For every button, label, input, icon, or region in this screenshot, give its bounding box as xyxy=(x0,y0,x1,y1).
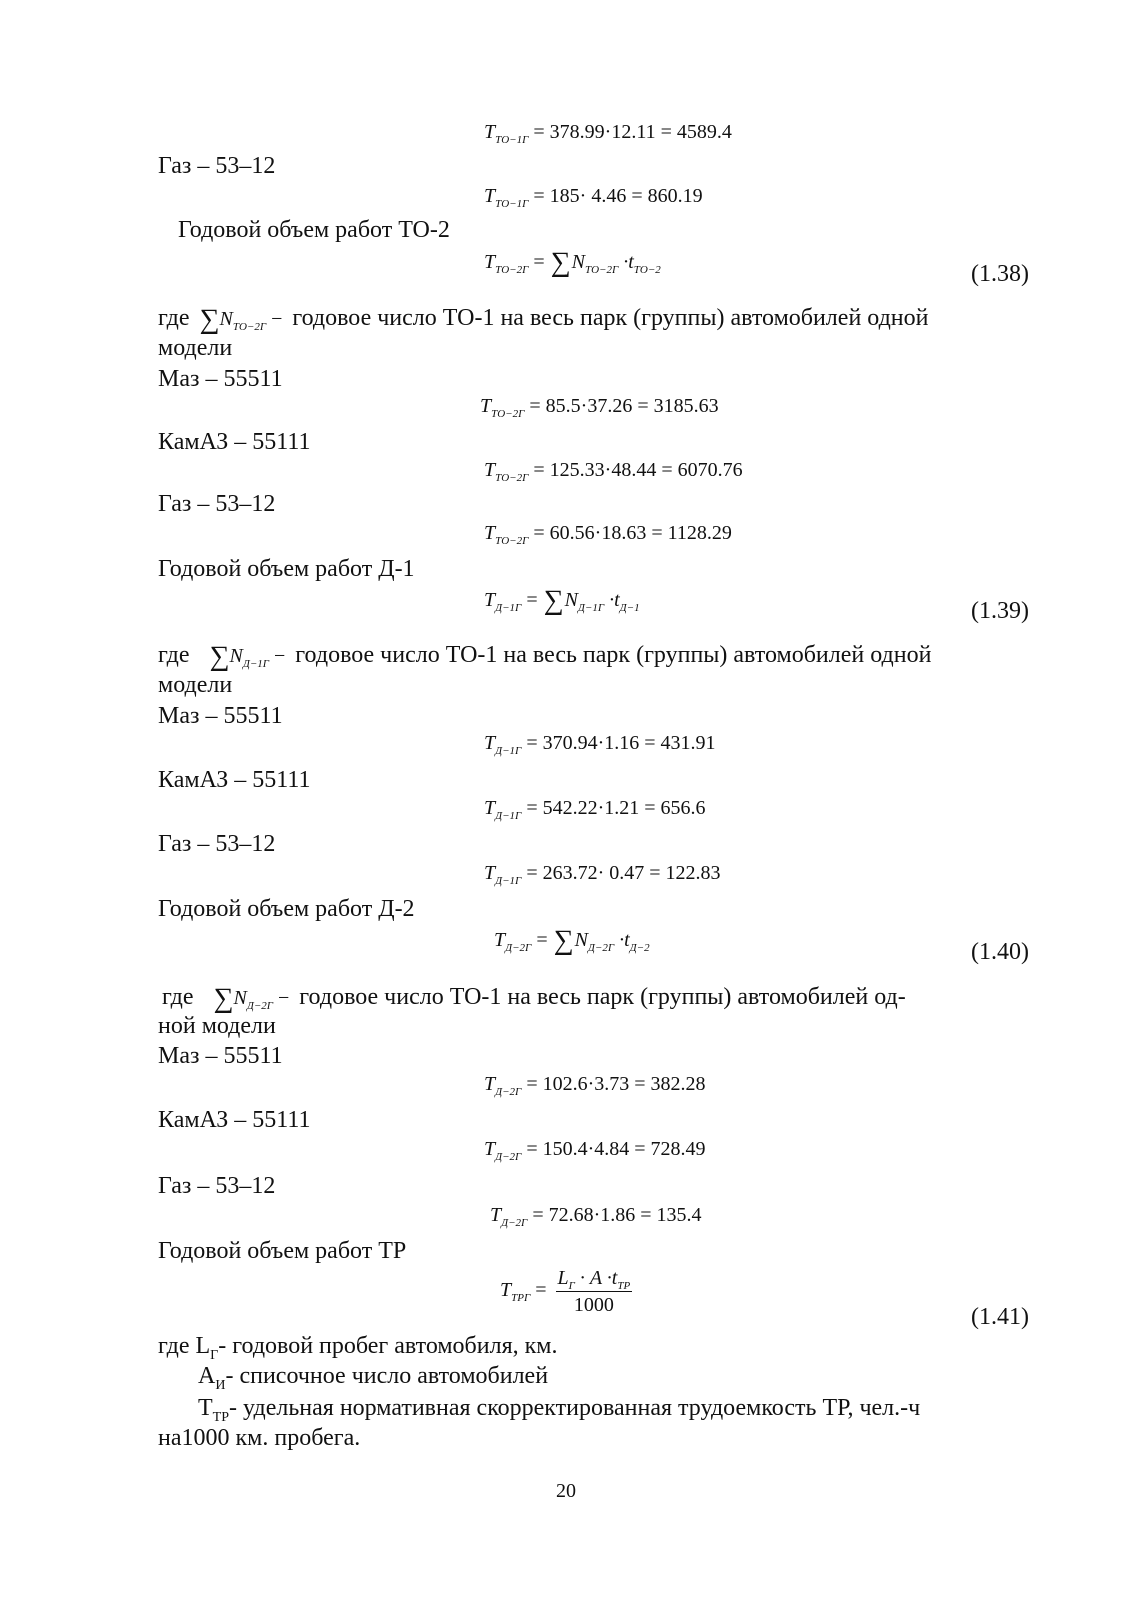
formula-to2-gaz: $T_{ТО-2Г} = 60.56\cdot 18.63 = 1128.29$ xyxy=(484,522,732,547)
fraction: $\frac{L_Г \cdot A \cdot t_{ТР}}{1000}$ xyxy=(557,1267,631,1316)
definition-lg: где $L_Г-$ годовой пробег автомобиля, км. xyxy=(158,1333,558,1363)
formula-to2-kamaz: $T_{ТО-2Г} = 125.33\cdot 48.44 = 6070.76$ xyxy=(484,459,743,484)
equation-number: (1.41) xyxy=(971,1304,1029,1330)
formula-d2-kamaz: $T_{Д-2Г} = 150.4\cdot 4.84 = 728.49$ xyxy=(484,1138,706,1163)
formula-1-41: $T_{ТРГ}$ = $\frac{L_Г \cdot A \cdot t_{ТР}}{1000}$ xyxy=(500,1267,631,1316)
formula-d1-gaz: $T_{Д-1Г} = 263.72\cdot 0.47 = 122.83$ xyxy=(484,862,721,887)
equation-number: (1.40) xyxy=(971,939,1029,965)
formula-to2-maz: $T_{ТО-2Г} = 85.5\cdot 37.26 = 3185.63$ xyxy=(480,395,719,420)
formula-1-38: $T_{ТО-2Г} = \sum N_{ТО-2Г} \cdot t_{ТО-2}$ xyxy=(484,247,661,278)
formula-d2-maz: $T_{Д-2Г} = 102.6\cdot 3.73 = 382.28$ xyxy=(484,1073,706,1098)
vehicle-label-kamaz: КамАЗ – 55111 xyxy=(158,1107,311,1133)
where-line-2-cont: модели xyxy=(158,672,233,698)
where-line-1: где $\sum N_{ТО-2Г}$ − годовое число ТО-1 на весь парк (группы) автомобилей одной xyxy=(158,304,929,335)
formula-d1-maz: $T_{Д-1Г} = 370.94\cdot 1.16 = 431.91$ xyxy=(484,732,716,757)
formula-to1-gaz: $T_{ТО-1Г} = 185\cdot 4.46 = 860.19$ xyxy=(484,185,703,210)
where-line-3-cont: ной модели xyxy=(158,1013,276,1039)
equation-number: (1.38) xyxy=(971,261,1029,287)
where-line-1-cont: модели xyxy=(158,335,233,361)
formula-to1-maz: $T_{ТО-1Г} = 378.99\cdot 12.11 = 4589.4$ xyxy=(484,121,732,146)
heading-to2: Годовой объем работ ТО-2 xyxy=(178,217,450,243)
vehicle-label-maz: Маз – 55511 xyxy=(158,366,283,392)
definition-ttr: $Т_{ТР}-$ удельная нормативная скорректированная трудоемкость ТР, чел.-ч xyxy=(198,1395,921,1425)
formula-d2-gaz: $T_{Д-2Г} = 72.68\cdot 1.86 = 135.4$ xyxy=(490,1204,702,1229)
vehicle-label-gaz: Газ – 53–12 xyxy=(158,491,276,517)
heading-d1: Годовой объем работ Д-1 xyxy=(158,556,415,582)
formula-1-39: $T_{Д-1Г} = \sum N_{Д-1Г} \cdot t_{Д-1}$ xyxy=(484,585,640,616)
vehicle-label-kamaz: КамАЗ – 55111 xyxy=(158,429,311,455)
vehicle-label-maz: Маз – 55511 xyxy=(158,1043,283,1069)
heading-tr: Годовой объем работ ТР xyxy=(158,1238,407,1264)
formula-d1-kamaz: $T_{Д-1Г} = 542.22\cdot 1.21 = 656.6$ xyxy=(484,797,706,822)
vehicle-label-gaz: Газ – 53–12 xyxy=(158,153,276,179)
definition-ai: $А_И-$ списочное число автомобилей xyxy=(198,1363,549,1393)
vehicle-label-kamaz: КамАЗ – 55111 xyxy=(158,767,311,793)
heading-d2: Годовой объем работ Д-2 xyxy=(158,896,415,922)
where-line-3: где $\sum N_{Д-2Г}$ − годовое число ТО-1 на весь парк (группы) автомобилей од- xyxy=(162,983,906,1014)
formula-1-40: $T_{Д-2Г} = \sum N_{Д-2Г} \cdot t_{Д-2}$ xyxy=(494,925,650,956)
page-number: 20 xyxy=(556,1480,576,1502)
equation-number: (1.39) xyxy=(971,598,1029,624)
vehicle-label-gaz: Газ – 53–12 xyxy=(158,831,276,857)
vehicle-label-gaz: Газ – 53–12 xyxy=(158,1173,276,1199)
where-line-2: где $\sum N_{Д-1Г}$ − годовое число ТО-1 на весь парк (группы) автомобилей одной xyxy=(158,641,932,672)
definition-ttr-cont: на1000 км. пробега. xyxy=(158,1425,361,1451)
vehicle-label-maz: Маз – 55511 xyxy=(158,703,283,729)
